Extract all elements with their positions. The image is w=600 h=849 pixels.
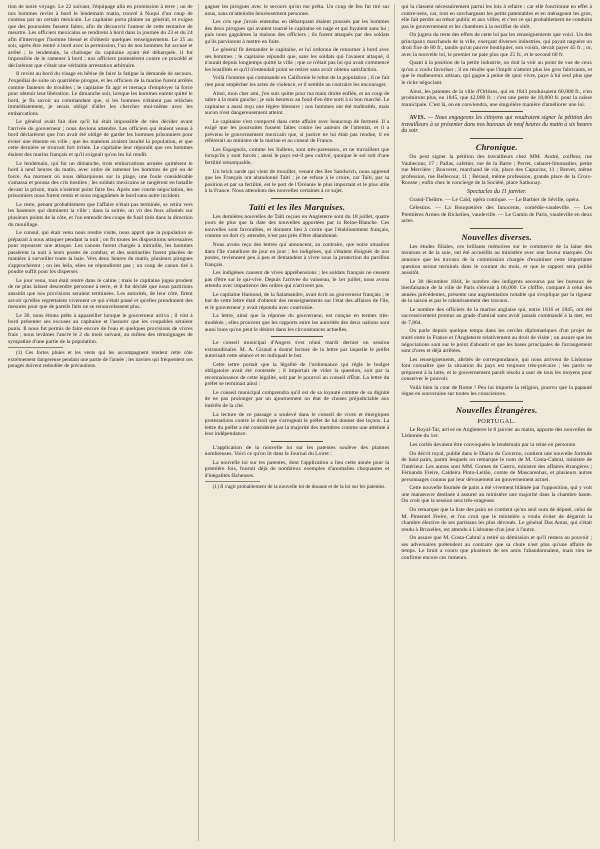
article-paragraph: Ainsi, les patentes de la ville d'Orléans, qui en 1843 produisaient 60,000 fr., n'en produiront plus, en 1845, que 42,000 fr. ; c'est une perte de 18,000 fr. pour la caisse municipale. C'est là, on en conviendra, une singulière manière d'améliorer une loi. [401,88,592,108]
article-paragraph: Le général avait fait dire qu'il lui était impossible de rien décider avant l'arrivée du gouverneur ; nous devions attendre. Les officiers qui étaient venus à bord déclarèrent que l'on avait été obligé de garder les hommes prisonniers pour éviter une émeute en ville ; que les matelots avaient insulté la population, et que cette dernière se trouvait fort irritée. Le capitaine leur répondit que ces hommes étaient des marins français et qu'il exigeait qu'on les lui rendît. [8,119,193,159]
columns [8,4,592,841]
article-paragraph: Le conseil municipal comprendra qu'il est de sa loyauté comme de sa dignité de ne pas prolonger par un ajournement un état de choses préjudiciable aux intérêts de la cité. [204,389,390,409]
article-paragraph: La lettre, ainsi que la réponse du gouverneur, est conçue en termes très-modérés ; elles prouvent que les rapports entre les autorités des deux nations sont aussi bons qu'on peut le désirer dans les circonstances actuelles. [204,313,390,333]
article-paragraph: Le Royal-Tar, arrivé en Angleterre le 8 janvier au matin, apporte des nouvelles de Lisbonne du 1er. [401,426,592,440]
article-paragraph: On jugera du reste des effets de cette loi par les renseignements que voici. Un des principaux marchands de la ville, exerçant diverses industries, qui payait naguère un droit fixe de 80 fr., tandis qu'un pauvre boutiquier, son voisin, devait payer 45 fr. ; or, avec la nouvelle loi, le premier ne paie plus que 25 fr., et le second 60 fr. [401,32,592,58]
article-paragraph: tion de notre voyage. Le 22 suivant, l'équipage alla en promission à terre ; un de nos hommes revint à bord le lendemain matin, trouvé à Nuqui d'un coup de couteau par un certain mexicain. Le capitaine porta plainte au général, et exigea que des poursuites fussent faites, afin de découvrir l'auteur de cette tentative de meurtre. Les officiers mexicains se rendirent à bord dans la journée du 23 et du 24 afin d'interroger l'homme blessé et d'obtenir quelques renseignements. Le 25 au soir, après être rentré à bord avec la permission, l'un de nos hommes fut accusé et arrêté ; le lendemain, la chaloupe du capitaine ayant été débarquée, il fut impossible de le ramener à bord ; nos officiers protestèrent contre ce procédé et déclarèrent que c'était une véritable arrestation arbitraire. [8,4,193,69]
article-paragraph: Cette lettre portait que la légalité de l'ordonnance qui règle le budget obligatoire avait été contestée ; il importait de vider la question, soit par la reconnaissance de cette légalité, soit par le pourvoi au conseil d'État. La lettre du préfet se terminait ainsi : [204,361,390,388]
footnote: (1) Ces fortes pluies et les vents qui les accompagnent rendent cette côte extrêmement dangereuse pendant une partie de l'année ; les navires qui fréquentent ces parages doivent redoubler de précautions. [8,350,193,369]
article-paragraph: Le jour venu, tout était rentré dans le calme ; mais le capitaine jugea prudent de ne plus laisser descendre personne à terre, et il fut décidé que nous partirions aussitôt que nos provisions seraient terminées. Les autorités, de leur côté, firent savoir qu'elles regrettaient vivement ce qui s'était passé et qu'elles prendraient des mesures pour que de pareils faits ne se renouvelassent plus. [8,277,193,311]
article-paragraph: Les études filiales, ces brillants mémoires sur le commerce de la laine des moutons et de la soie, ont été accueillis au ministère avec une faveur marquée. On annonce que les travaux de la commission chargée d'examiner cette importante question seront terminés dans le courant du mois, et que le rapport sera publié aussitôt. [401,243,592,277]
section-heading-diverses: Nouvelles diverses. [461,231,532,242]
article-paragraph: Le nombre des officiers de la marine anglaise qui, entre 1816 et 1845, ont été successivement promus au grade d'amiral sans avoir jamais commandé à la mer, est de 7,864. [401,306,592,326]
spectacle-line: Célestins. — La Bouquetière des Innocents, comédie-vaudeville. — Les Premières Armes de Richelieu, vaudeville. — Le Gamin de Paris, vaudeville en deux actes. [401,205,592,225]
article-paragraph: L'application de la nouvelle loi sur les patentes soulève des plaintes nombreuses. Voici ce qu'on lit dans le Journal du Loiret : [204,444,390,458]
article-paragraph: Cette nouvelle fournée de pairs a été vivement blâmée par l'opposition, qui y voit une manœuvre destinée à assurer au ministère une majorité dans la chambre haute. On croit que la session sera très-orageuse. [401,485,592,505]
column-1 [8,4,199,841]
article-paragraph: Le conseil municipal d'Angers s'est réuni mardi dernier en session extraordinaire. M. A. Giraud a donné lecture de la lettre par laquelle le préfet autorisait cette séance et en indiquait le but. [204,340,390,360]
section-heading-chronique: Chronique. [475,141,518,152]
article-paragraph: On parle depuis quelque temps dans les cercles diplomatiques d'un projet de traité entre la France et l'Angleterre relativement au droit de visite ; on assure que les négociations sont sur le point d'aboutir et que les bases principales de l'arrangement sont d'ores et déjà arrêtées. [401,328,592,355]
footnote-rule [8,347,63,348]
notice-text: — Nous engageons les citoyens qui voudraient signer la pétition des travailleurs à se présenter dans nos bureaux de neuf heures du matin à six heures du soir. [401,115,592,135]
section-rule [470,228,523,229]
section-heading-etrangeres: Nouvelles Étrangères. [455,404,538,415]
article-paragraph: Les renseignements, abrités de correspondance, qui nous arrivent de Lisbonne font connaître que la situation du pays est toujours très-précaire ; les partis se préparent à la lutte, et le gouvernement paraît résolu à user de tous les moyens pour conserver le pouvoir. [401,356,592,383]
article-paragraph: Les indigènes causent de vives appréhensions ; les soldats français ne cessent pas d'être sur le qui-vive. Depuis l'arrivée du vaisseau, le 1er juillet, nous avons attendu avec impatience des ordres qui n'arrivent pas. [204,270,390,290]
article-paragraph: qui la classent nécessairement parmi les lois à refaire : car elle fonctionne en effet à contre-sens, car, tout en surchargeant les petits patentables et en ménageant les gros, elle fait perdre au trésor public et aux villes, et c'est ce qui probablement ne conduira pas le gouvernement et les chambres à la rectifier de sitôt. [401,4,592,30]
article-paragraph: Le capitaine s'est comporté dans cette affaire avec beaucoup de fermeté. Il a exigé que les poursuites fussent faites contre les auteurs de l'attentat, et il a prévenu le gouvernement mexicain que, si justice ne lui était pas rendue, il en référerait au ministre de la marine et au consul de France. [204,118,390,145]
article-paragraph: Nous avons reçu des lettres qui annoncent, au contraire, que notre situation dans l'île s'améliore de jour en jour ; les indigènes, qui s'étaient éloignés de nos postes, reviennent peu à peu et demandent à vivre sous la protection du pavillon français. [204,241,390,268]
article-paragraph: Les cortès devaient être convoquées le lendemain par la reine en personne. [409,442,577,449]
article-paragraph: Les cris que j'avais entendus en débarquant étaient poussés par les hommes des deux pirogues qui avaient tourné le capitaine en nage et qui fuyaient sans lui ; puis nous gagnâmes la maison des officiers ; ils furent attaqués par des soldats qu'ils parvinrent à mettre en fuite. [204,19,390,45]
article-paragraph: La lecture de ce passage a soulevé dans le conseil de vives et énergiques protestations contre le droit que s'arrogeait le préfet de lui donner des leçons. La lettre du préfet a été considérée par la majorité des membres comme une atteinte à leur indépendance. [204,411,390,438]
article-paragraph: On remarque que la liste des pairs ne contient qu'un seul nom de député, celui de M. Pimentel Freire, et l'on croit que le ministère a voulu éviter de dégarnir la chambre élective de ses partisans les plus dévoués. Le général Das Antas, qui s'était rendu à Bruxelles, est attendu à Lisbonne d'un jour à l'autre. [401,506,592,533]
article-paragraph: Le lendemain, qui fut un dimanche, trois embarcations armées quittèrent le bord à neuf heures du matin, avec ordre de ramener les hommes de gré ou de force. Au moment où nous débarquions sur la plage, une foule considérable s'amassa et poussa des cris hostiles ; les soldats mexicains se rangèrent en bataille devant la prison, mais n'osèrent point faire feu. Après une courte négociation, les prisonniers nous furent remis et nous regagnâmes le bord sans autre incident. [8,160,193,200]
section-rule [470,401,523,402]
article-paragraph: Le reste, penant probablement que l'affaire n'était pas terminée, se retira vers les hauteurs qui dominent la ville ; dans la soirée, on vit des feux allumés sur plusieurs points de la côte, et l'on entendit des coups de fusil tirés dans la direction du mouillage. [8,201,193,228]
article-paragraph: gagner les pirogues avec le secours qu'on me prêta. Un coup de feu fut tiré sur nous, sans m'atteindre heureusement personne. [204,4,390,17]
article-paragraph: La nouvelle loi sur les patentes, dont l'application a lieu cette année pour la première fois, fournit déjà de nombreux exemples d'anomalies choquantes et d'inégalités fâcheuses. [204,459,390,479]
notice-avis [401,115,592,135]
article-paragraph: On assure que M. Costa-Cabral a retiré sa démission et qu'il restera au pouvoir ; ses adversaires prétendent au contraire que sa chute n'est plus qu'une affaire de temps. Le bruit a couru que plusieurs de ses amis l'abandonnaient, mais rien ne confirme encore ces rumeurs. [401,535,592,561]
country-heading: PORTUGAL. [477,417,516,425]
article-paragraph: Voilà bien la cour de Rome ! Peu lui importe la religion, pourvu que la papauté règne en souveraine sur toutes les consciences. [401,384,592,398]
section-rule [470,111,523,112]
article-paragraph: Un brick sarde qui vient de mouiller, venant des îles Sandwich, nous apprend que les Français ont abandonné Taïti ; je ne refuse à le croire, car Taïti, par sa position et par sa fertilité, est le port de l'Océanie le plus important et le plus utile à la France. Nous attendons des nouvelles certaines à ce sujet. [204,168,390,195]
article-paragraph: Le capitaine Hamond, de la Salamandre, avait écrit au gouverneur français ; le but de cette lettre était d'obtenir des renseignements sur l'état des affaires de l'île, et le gouverneur y avait répondu avec courtoisie. [204,291,390,311]
footnote: (1) Il s'agit probablement de la nouvelle loi de douane et de la loi sur les patentes. [212,484,386,491]
article-paragraph: Ainsi, mon cher ami, j'en suis quitte pour ma main droite enflée, et un coup de sabre à la main gauche ; je suis heureux au fond d'en être sorti à si bon marché. Le capitaine a aussi reçu une légère blessure ; nos hommes ont été maltraités, mais aucun n'est dangereusement atteint. [204,90,390,117]
article-paragraph: Il revint au bord du visage en bêtise de faire la fatigue la demande de secours. J'expédiai de suite un quatrième pirogue, et les officiers de la marine furent arrêtés comme fauteurs de troubles ; le capitaine fit agir et menaça d'employer la force pour obtenir leur libération. Le dimanche soir, lorsque les hommes eurent quitté le bord, je fis savoir au commandant que, si les hommes n'étaient pas relâchés immédiatement, je serais obligé d'aller les chercher moi-même avec les embarcations. [8,71,193,117]
section-rule [271,198,323,199]
article-paragraph: Les Espagnols, comme les Indiens, sont très-paresseux, et ne travaillent que lorsqu'ils y sont forcés ; aussi le pays est-il peu cultivé, quoique le sol soit d'une fertilité remarquable. [204,146,390,167]
section-rule [271,441,323,442]
article-paragraph: On décrit royal, publié dans le Diario do Governo, contient une nouvelle formule de haut pairs, parmi lesquels on remarque le nom de M. Costa-Cabral, ministre de l'intérieur. Les autres sont MM. Gomes de Castro, ministre des affaires étrangères ; Fernando Freire, Caldeira Pinto-Leitão, comte de Mascarenhas, et plusieurs autres personnages connus par leur dévouement au gouvernement actuel. [401,450,592,483]
column-3 [401,4,592,841]
article-paragraph: On peut signer la pétition des travailleurs chez MM. André, coiffeur, rue Vaubecour, 17 ; Pallas, cafetier, rue de la Barre ; Perret, cabaret-limonadier, petite rue Mercière ; Bouveret, marchand de vin, place des Capucins, 11 ; Brevet, même profession, rue Bellecour, 11 ; Béraud, même profession, grande place de la Croix-Rousse ; enfin chez le concierge de la Société, place Sathonay. [401,153,592,187]
spectacle-line: Grand-Théâtre. — Le Caïd, opéra comique. — Le Barbier de Séville, opéra. [409,196,580,203]
article-paragraph: Le général fit demander le capitaine, et lui ordonna de retourner à bord avec ses hommes ; le capitaine répondit que, sans les soldats qui l'avaient attaqué, il n'aurait depuis longtemps quitté la ville ; que ce n'était pas lui qui avait commencé les hostilités et qu'il n'entendait point se retirer sans avoir obtenu satisfaction. [204,47,390,73]
article-paragraph: Quant à la position de la petite industrie, on doit la voir au point de vue de ceux qu'on a voulu favoriser ; il en résulte que l'impôt n'atteint plus les gros fabricants, et que le malheureux artisan, qui gagne à peine de quoi vivre, paye à lui seul plus que le riche négociant. [401,60,592,87]
section-rule [470,138,523,139]
article-paragraph: Voilà l'homme qui commande en Californie le rebut de la population ; il ne fait rien pour empêcher les actes de violence, et il semble au contraire les encourager. [204,75,390,89]
article-paragraph: Le consul, qui était venu nous rendre visite, nous apprit que la population se préparait à nous attaquer pendant la nuit ; on fit toutes les dispositions nécessaires pour repousser une attaque. Les canons furent chargés à mitraille, les hommes passèrent la nuit à leurs postes de combat, et des sentinelles furent placées de manière à surveiller toute la baie. Vers deux heures du matin, plusieurs pirogues s'approchèrent ; on les héla, elles ne répondirent pas ; un coup de canon tiré à poudre suffit pour les disperser. [8,230,193,276]
section-rule [271,336,323,337]
newspaper-page [8,4,592,841]
article-paragraph: Les dernières nouvelles de Taïti reçues en Angleterre sont du 18 juillet, quatre jours de plus que la date des nouvelles apportées par la Reine-Blanche. Ces nouvelles sont favorables, et donnent lieu à croire que l'établissement français, comme on doit s'y attendre, n'est pas près d'être abandonné. [204,213,390,240]
footnote-rule [205,481,260,482]
notice-label: AVIS. [409,115,426,122]
column-2 [205,4,396,841]
section-heading-spectacles: Spectacles du 11 janvier. [467,188,527,195]
article-paragraph: Le 30, nous étions prêts à appareiller lorsque le gouverneur arriva ; il vint à bord présenter ses excuses au capitaine et l'assurer que les coupables seraient punis. Il nous fut permis de faire encore de l'eau et quelques provisions de vivres frais ; nous levâmes l'ancre le 2 du mois suivant, au milieu des témoignages de sympathie d'une partie de la population. [8,312,193,345]
article-paragraph: Le 30 décembre 1844, le nombre des indigents secourus par les bureaux de bienfaisance de la ville de Paris s'élevait à 66,000. Ce chiffre, comparé à celui des années précédentes, présente une augmentation notable qui s'explique par la rigueur de la saison et par le ralentissement des travaux. [401,278,592,305]
section-heading-taiti: Taïti et les îles Marquises. [248,201,346,212]
